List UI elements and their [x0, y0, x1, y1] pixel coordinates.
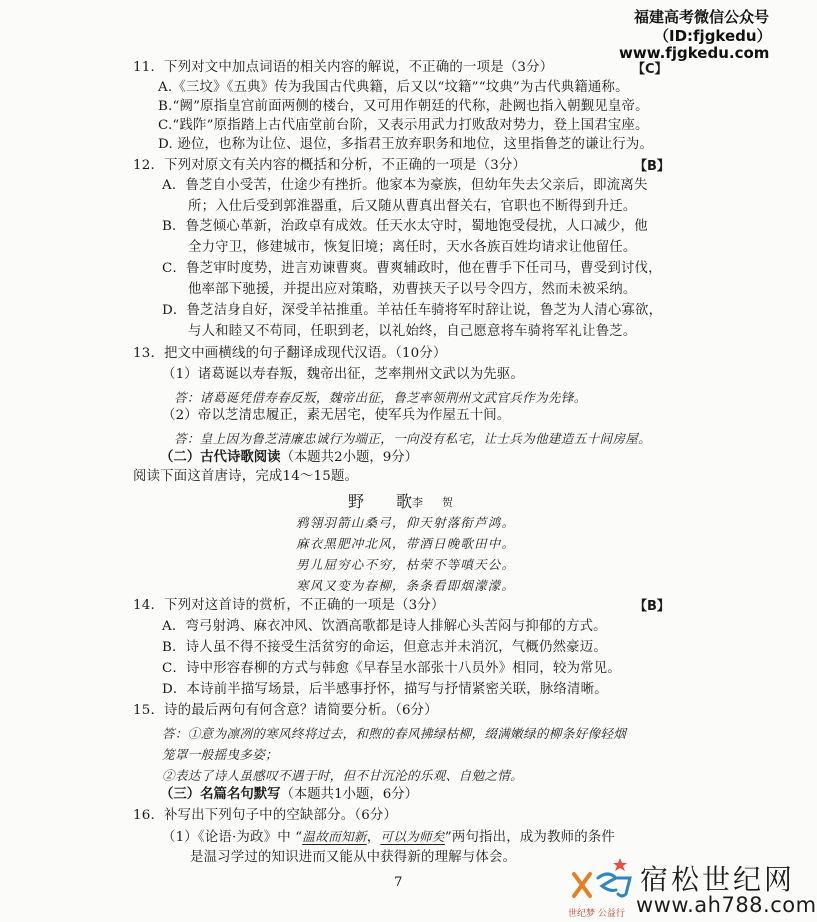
q12-stem: 12．下列对原文有关内容的概括和分析，不正确的一项是（3分） [133, 158, 527, 173]
section2-note: （本题共2小题，9分） [280, 450, 419, 465]
q14-answer: 【B】 [634, 599, 670, 614]
q12-option-a-line2: 所；入仕后受到郭淮器重，后又随从曹真出督关右，官职也不断得到升迁。 [188, 199, 637, 214]
q14-option-b: B．诗人虽不得不接受生活贫穷的命运，但意志并未消沉，气概仍然豪迈。 [162, 640, 607, 655]
q13-stem: 13．把文中画横线的句子翻译成现代汉语。（10分） [133, 346, 447, 361]
q14-option-a: A．弯弓射鸿、麻衣冲风、饮酒高歌都是诗人排解心头苦闷与抑郁的方式。 [162, 619, 607, 634]
logo-caption: 世纪梦 公益行 [568, 909, 625, 919]
page-number: 7 [394, 875, 403, 890]
watermark-line1: 福建高考微信公众号 [634, 8, 770, 26]
q11-answer: 【C】 [632, 62, 668, 77]
q12-option-b-line1: B．鲁芝倾心革新，治政卓有成效。任天水太守时，蜀地饱受侵扰，人口减少，他 [162, 219, 648, 234]
q13-sentence-2: （2）帝以芝清忠履正，素无居宅，使军兵为作屋五十间。 [162, 408, 511, 423]
q12-option-c-line2: 他率部下驰援，并提出应对策略，劝曹挟天子以号令四方，然而未被采纳。 [188, 282, 637, 297]
q13-answer-2: 答：皇上因为鲁芝清廉忠诚行为端正，一向没有私宅，让士兵为他建造五十间房屋。 [174, 431, 652, 446]
q13-answer-1: 答：诸葛诞凭借寿春反叛，魏帝出征，鲁芝率领荆州文武官兵作为先锋。 [174, 390, 587, 405]
q16-item-1 [162, 827, 615, 847]
q15-stem: 15．诗的最后两句有何含意？请简要分析。（6分） [133, 703, 438, 718]
q11-stem: 11．下列对文中加点词语的相关内容的解说，不正确的一项是（3分） [133, 60, 554, 75]
section3-note: （本题共1小题，6分） [280, 787, 419, 802]
watermark-line2: （ID:fjgkedu） [654, 27, 772, 45]
xsj-logo-icon [568, 852, 638, 912]
section3-heading: （三）名篇名句默写 [160, 786, 281, 802]
q16-item-1-comma: ， [366, 830, 381, 845]
q11-option-c: C.“践阼”原指踏上古代庙堂前台阶，又表示用武力打败敌对势力，登上国君宝座。 [158, 118, 649, 133]
q12-option-d-line1: D．鲁芝洁身自好，深受羊祜推重。羊祜任车骑将军时辞让说，鲁芝为人清心寡欲， [162, 303, 663, 318]
q15-answer-line1: 答：①意为凛冽的寒风终将过去，和煦的春风拂绿枯柳，缀满嫩绿的柳条好像轻烟 [162, 726, 627, 741]
section3-title-row [160, 785, 418, 804]
poem-line-4: 寒风又变为春柳，条条看即烟濛濛。 [296, 578, 516, 593]
q14-option-c: C．诗中形容春柳的方式与韩愈《早春呈水部张十八员外》相同，较为常见。 [162, 661, 621, 676]
q16-item-1-suffix: ”两句指出，成为教师的条件 [444, 830, 615, 845]
brand-url[interactable]: www.ah788.com [636, 893, 817, 917]
q12-option-c-line1: C．鲁芝审时度势，进言劝谏曹爽。曹爽辅政时，他在曹手下任司马，曹受到讨伐， [162, 261, 662, 276]
q14-option-d: D．本诗前半描写场景，后半感事抒怀，描写与抒情紧密关联，脉络清晰。 [162, 682, 608, 697]
poem-line-3: 男儿屈穷心不穷，枯荣不等嗔天公。 [296, 557, 516, 572]
q13-sentence-1: （1）诸葛诞以寿春叛，魏帝出征，芝率荆州文武以为先驱。 [162, 367, 525, 382]
q15-answer-line3: ②表达了诗人虽感叹不遇于时，但不甘沉沦的乐观、自勉之情。 [162, 768, 524, 783]
q12-answer: 【B】 [634, 159, 670, 174]
q16-item-1-line2: 是温习学过的知识进而又能从中获得新的理解与体会。 [190, 850, 517, 865]
poem-line-2: 麻衣黑肥冲北风，带酒日晚歌田中。 [296, 536, 516, 551]
section2-intro: 阅读下面这首唐诗，完成14～15题。 [133, 469, 359, 484]
watermark-line3: www.fjgkedu.com [619, 44, 770, 62]
q11-option-d: D. 逊位，也称为让位、退位，多指君王放弃职务和地位，这里指鲁芝的谦让行为。 [158, 137, 654, 152]
poem-line-1: 鸦翎羽箭山桑弓，仰天射落衔芦鸿。 [296, 515, 516, 530]
q16-blank-2: 可以为师矣 [380, 829, 445, 844]
poem-title: 野 歌 [348, 492, 421, 511]
q11-option-a: A.《三坟》《五典》传为我国古代典籍，后又以“坟籍”“坟典”为古代典籍通称。 [158, 80, 629, 95]
brand-name: 宿松世纪网 [640, 863, 796, 896]
q16-item-1-prefix: （1）《论语·为政》中 “ [162, 830, 303, 845]
section2-title-row [160, 448, 418, 467]
q12-option-b-line2: 全力守卫，修建城市，恢复旧境；离任时，天水各族百姓均请求让他留任。 [188, 240, 637, 255]
q12-option-d-line2: 与人和睦又不苟同，任职到老，以礼始终，自己愿意将车骑将军礼让鲁芝。 [188, 324, 637, 339]
q15-answer-line2: 笼罩一般摇曳多姿； [162, 747, 279, 762]
section2-heading: （二）古代诗歌阅读 [160, 449, 281, 465]
q11-option-b: B.“阙”原指皇宫前面两侧的楼台，又可用作朝廷的代称，赴阙也指入朝觐见皇帝。 [158, 99, 649, 114]
q14-stem: 14．下列对这首诗的赏析，不正确的一项是（3分） [133, 598, 445, 613]
poem-author: 李 贺 [412, 496, 457, 509]
q16-blank-1: 温故而知新 [302, 829, 367, 844]
q12-option-a-line1: A．鲁芝自小受苦，仕途少有挫折。他家本为豪族，但幼年失去父亲后，即流离失 [162, 178, 648, 193]
q16-stem: 16．补写出下列句子中的空缺部分。（6分） [133, 808, 398, 823]
